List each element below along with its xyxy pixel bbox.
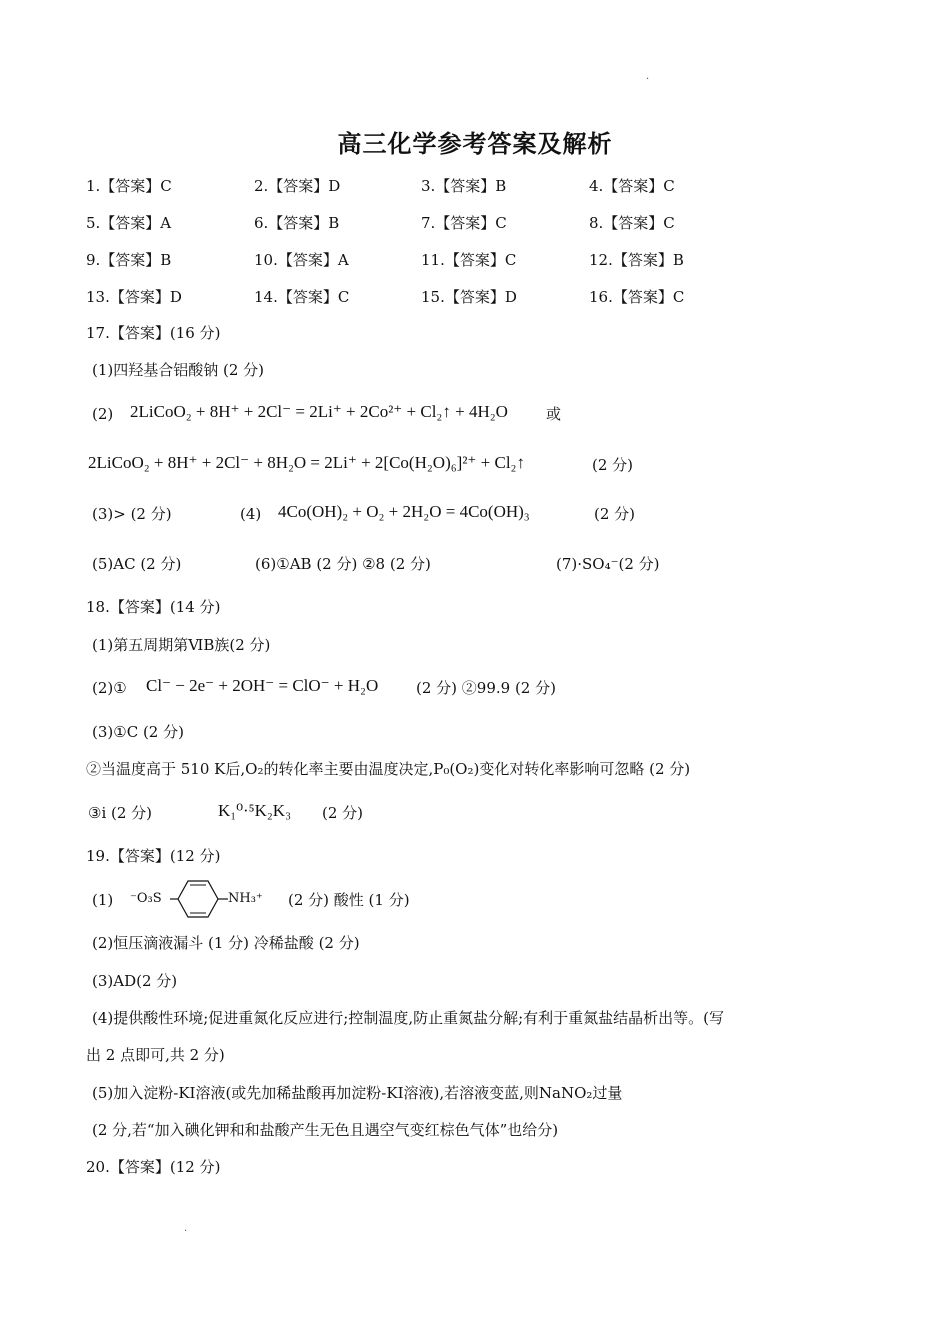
q19-part4-line1: (4)提供酸性环境;促进重氮化反应进行;控制温度,防止重氮盐分解;有利于重氮盐结晶析出等。(写 [92, 1009, 725, 1027]
q18-part3: (3)①C (2 分) [92, 723, 184, 741]
q18-equation: Cl⁻ − 2e⁻ + 2OH⁻ = ClO⁻ + H₂O [146, 676, 379, 695]
q19-part4-line2: 出 2 点即可,共 2 分) [86, 1046, 225, 1064]
corner-dot: · [646, 74, 650, 85]
answer-4: 4.【答案】C [589, 177, 675, 195]
q17-part2-or: 或 [546, 405, 562, 423]
q18-part3b: ②当温度高于 510 K后,O₂的转化率主要由温度决定,P₀(O₂)变化对转化率影响可忽略 (2 分) [86, 760, 691, 778]
answer-10: 10.【答案】A [254, 251, 349, 269]
q18-part1: (1)第五周期第ⅥB族(2 分) [92, 636, 271, 654]
answer-8: 8.【答案】C [589, 214, 675, 232]
q18-part3c: ③ⅰ (2 分) [88, 804, 153, 822]
q18-part3c-score: (2 分) [322, 804, 364, 822]
page-title: 高三化学参考答案及解析 [337, 130, 613, 158]
q17-header: 17.【答案】(16 分) [86, 324, 221, 342]
benzene-ring-icon [170, 876, 228, 922]
answer-1: 1.【答案】C [86, 177, 172, 195]
q18-part2-rest: (2 分) ②99.9 (2 分) [416, 679, 556, 697]
q18-part2-prefix: (2)① [92, 679, 127, 697]
q18-header: 18.【答案】(14 分) [86, 598, 221, 616]
footer-dot: · [184, 1226, 188, 1237]
q19-part1-rest: (2 分) 酸性 (1 分) [288, 891, 410, 909]
q19-part3: (3)AD(2 分) [92, 972, 178, 990]
q17-equation-c: 4Co(OH)₂ + O₂ + 2H₂O = 4Co(OH)₃ [278, 502, 530, 521]
q17-part4-prefix: (4) [240, 505, 262, 523]
answer-15: 15.【答案】D [421, 288, 517, 306]
q17-equation-b: 2LiCoO₂ + 8H⁺ + 2Cl⁻ + 8H₂O = 2Li⁺ + 2[Co(H₂O)₆]²⁺ + Cl₂↑ [88, 453, 525, 472]
q17-part3: (3)> (2 分) [92, 505, 172, 523]
answer-3: 3.【答案】B [421, 177, 507, 195]
q19-structure-right-group: NH₃⁺ [228, 891, 263, 906]
q19-structure-left-group: ⁻O₃S [130, 891, 162, 906]
q19-part5-line1: (5)加入淀粉-KI溶液(或先加稀盐酸再加淀粉-KI溶液),若溶液变蓝,则NaNO₂过量 [92, 1084, 623, 1102]
answer-6: 6.【答案】B [254, 214, 340, 232]
q19-header: 19.【答案】(12 分) [86, 847, 221, 865]
answer-16: 16.【答案】C [589, 288, 685, 306]
answer-2: 2.【答案】D [254, 177, 341, 195]
q19-part5-line2: (2 分,若“加入碘化钾和和盐酸产生无色且遇空气变红棕色气体”也给分) [92, 1121, 559, 1139]
answer-14: 14.【答案】C [254, 288, 350, 306]
answer-13: 13.【答案】D [86, 288, 182, 306]
q17-part7: (7)·SO₄⁻(2 分) [556, 555, 660, 573]
q19-part2: (2)恒压滴液漏斗 (1 分) 冷稀盐酸 (2 分) [92, 934, 360, 952]
answer-12: 12.【答案】B [589, 251, 684, 269]
q20-header: 20.【答案】(12 分) [86, 1158, 221, 1176]
answer-9: 9.【答案】B [86, 251, 172, 269]
q19-part1-prefix: (1) [92, 891, 114, 909]
answer-5: 5.【答案】A [86, 214, 172, 232]
q17-part2-score: (2 分) [592, 456, 634, 474]
q17-part5: (5)AC (2 分) [92, 555, 182, 573]
q17-part1: (1)四羟基合铝酸钠 (2 分) [92, 361, 265, 379]
answer-11: 11.【答案】C [421, 251, 517, 269]
q17-part2-prefix: (2) [92, 405, 114, 423]
answer-7: 7.【答案】C [421, 214, 507, 232]
q18-k-expression: K₁⁰·⁵K₂K₃ [218, 801, 292, 820]
q17-part6: (6)①AB (2 分) ②8 (2 分) [255, 555, 431, 573]
q17-part4-score: (2 分) [594, 505, 636, 523]
q17-equation-a: 2LiCoO₂ + 8H⁺ + 2Cl⁻ = 2Li⁺ + 2Co²⁺ + Cl₂↑ + 4H₂O [130, 402, 508, 421]
